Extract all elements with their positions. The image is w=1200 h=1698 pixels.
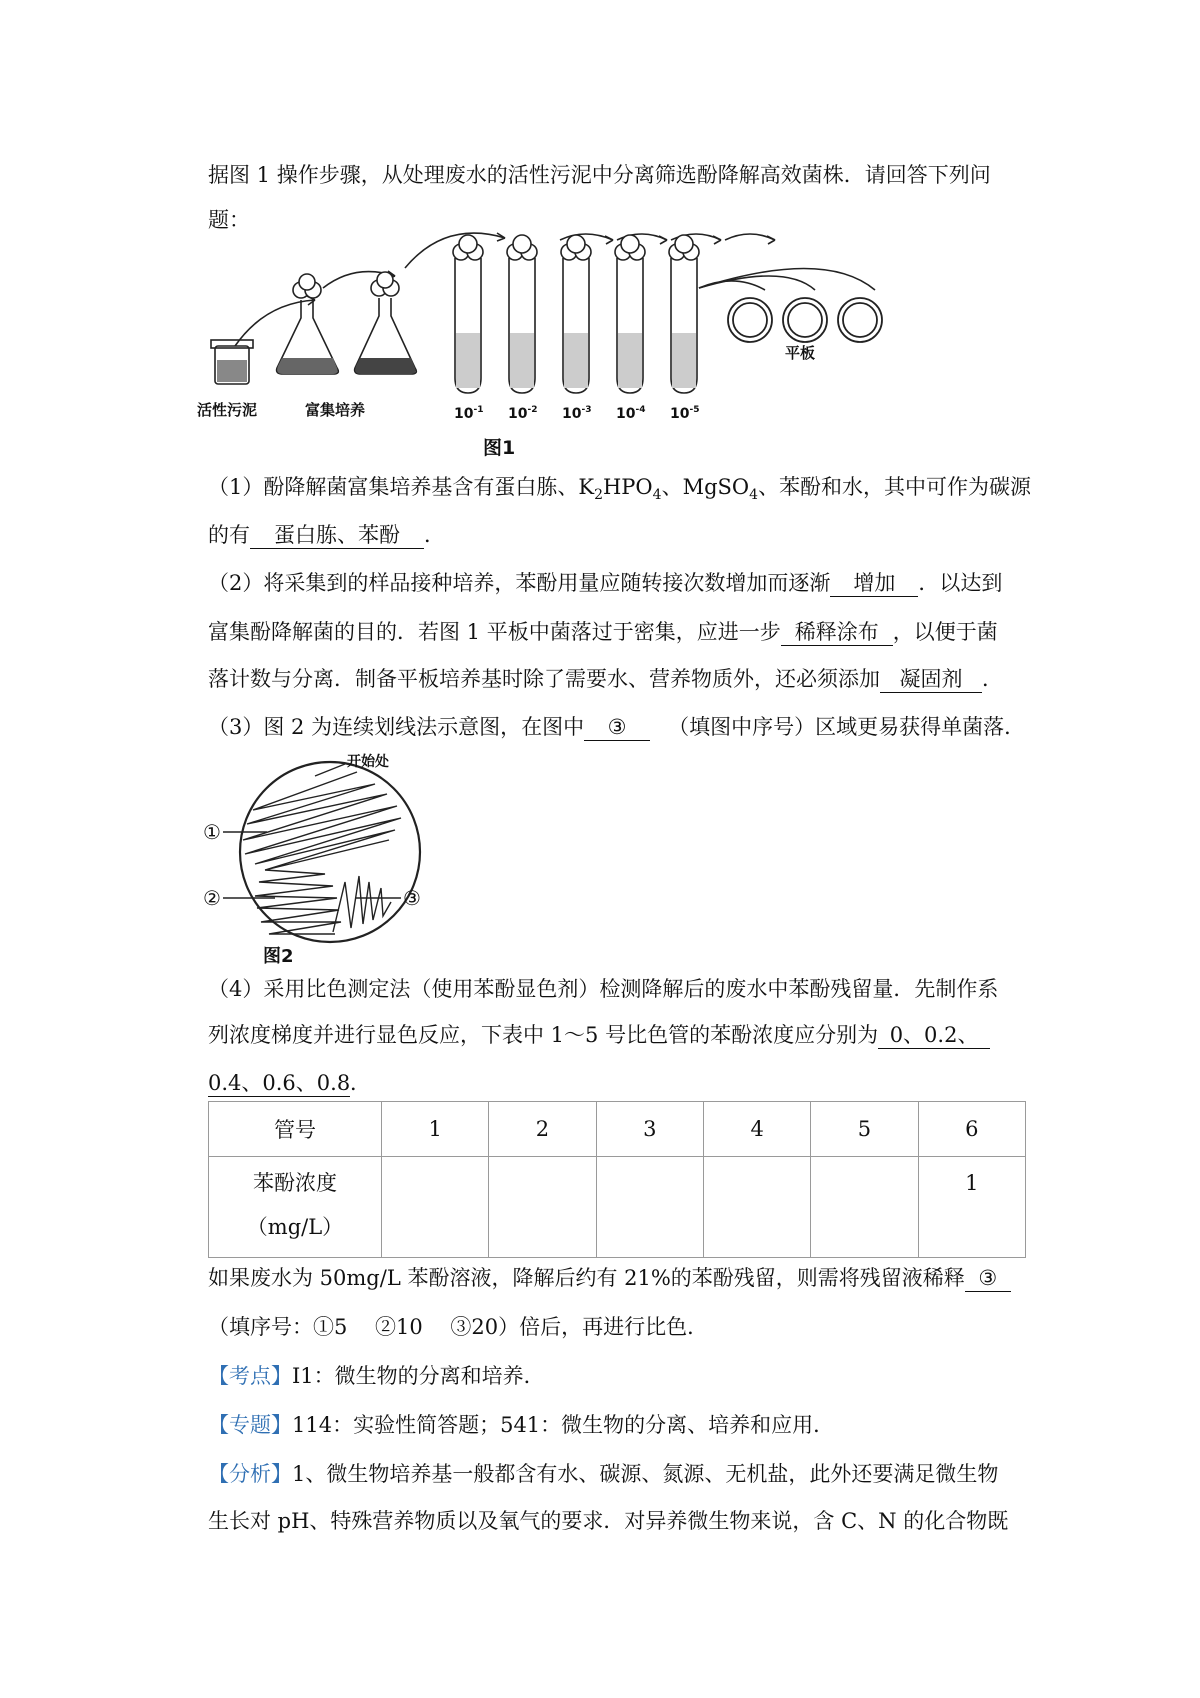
test-tube-5 [669, 235, 699, 393]
label-enrichment: 富集培养 [305, 401, 366, 419]
intro-line-1: 据图 1 操作步骤，从处理废水的活性污泥中分离筛选酚降解高效菌株．请回答下列问 [208, 163, 991, 187]
streak-region-3 [333, 876, 391, 932]
enrichment-flask-1 [277, 274, 339, 374]
marker-1: ① [203, 820, 221, 844]
concentration-table [208, 1101, 1026, 1258]
arrow-1 [235, 300, 315, 346]
test-tube-3 [561, 235, 591, 393]
q5-answer: ③ [965, 1265, 1011, 1292]
figure-2 [205, 752, 435, 967]
test-tube-1 [453, 235, 483, 393]
table-row [209, 1157, 1026, 1258]
petri-plate-1 [728, 298, 772, 342]
fenxi-tag: 【分析】 [208, 1462, 292, 1486]
q4-line-1: （4）采用比色测定法（使用苯酚显色剂）检测降解后的废水中苯酚残留量．先制作系 [208, 977, 999, 1001]
dilution-label-1: $10^{-1}$ [454, 405, 484, 422]
q5-line-1: 如果废水为 50mg/L 苯酚溶液，降解后约有 21%的苯酚残留，则需将残留液稀释 ③ [208, 1263, 1011, 1293]
marker-3: ③ [403, 886, 421, 910]
table-header-row [209, 1102, 1026, 1157]
concentration-cell [811, 1157, 918, 1258]
q2-answer-1: 增加 [830, 570, 918, 597]
figure-1 [197, 228, 965, 468]
streak-region-2 [255, 870, 341, 934]
fenxi-line-1: 【分析】1、微生物培养基一般都含有水、碳源、氮源、无机盐，此外还要满足微生物 [208, 1462, 999, 1486]
marker-2: ② [203, 886, 221, 910]
sludge-beaker [211, 340, 253, 384]
label-sludge: 活性污泥 [197, 401, 258, 419]
streak-plate [240, 762, 420, 942]
concentration-cell [489, 1157, 596, 1258]
table-head-label: 管号 [209, 1102, 382, 1157]
q1-answer: 蛋白胨、苯酚 [250, 522, 424, 549]
fenxi-line-2: 生长对 pH、特殊营养物质以及氧气的要求．对异养微生物来说，含 C、N 的化合物既 [208, 1509, 1009, 1533]
q3-line: （3）图 2 为连续划线法示意图，在图中 ③ （填图中序号）区域更易获得单菌落． [208, 715, 1026, 739]
zhuanti-line: 【专题】114：实验性简答题；541：微生物的分离、培养和应用． [208, 1413, 835, 1437]
q2-answer-2: 稀释涂布 [781, 619, 893, 646]
dilution-label-4: $10^{-4}$ [616, 405, 646, 422]
row-label: 苯酚浓度 （mg/L） [209, 1157, 382, 1258]
tube-number: 6 [918, 1102, 1025, 1157]
test-tube-2 [507, 235, 537, 393]
zhuanti-tag: 【专题】 [208, 1413, 292, 1437]
concentration-cell: 1 [918, 1157, 1025, 1258]
q3-answer: ③ [584, 714, 650, 741]
petri-plate-3 [838, 298, 882, 342]
petri-plate-2 [783, 298, 827, 342]
tube-number: 2 [489, 1102, 596, 1157]
figure-1-caption: 图1 [483, 437, 516, 459]
enrichment-flask-2 [355, 272, 417, 374]
tube-number: 3 [596, 1102, 703, 1157]
dilution-label-2: $10^{-2}$ [508, 405, 538, 422]
concentration-cell [703, 1157, 810, 1258]
q2-line-2: 富集酚降解菌的目的．若图 1 平板中菌落过于密集，应进一步 稀释涂布 ，以便于菌 [208, 620, 998, 644]
tube-number: 1 [382, 1102, 489, 1157]
label-plate: 平板 [785, 344, 816, 362]
q4-line-2: 列浓度梯度并进行显色反应，下表中 1～5 号比色管的苯酚浓度应分别为 0、0.2、 [208, 1020, 990, 1050]
dilution-label-5: $10^{-5}$ [670, 405, 700, 422]
tube-number: 5 [811, 1102, 918, 1157]
intro-line-2: 题： [208, 208, 250, 232]
dilution-label-3: $10^{-3}$ [562, 405, 592, 422]
q4-answer-part-2: 0.4、0.6、0.8 [208, 1071, 351, 1095]
kaodian-tag: 【考点】 [208, 1364, 292, 1388]
kaodian-line: 【考点】I1：微生物的分离和培养． [208, 1364, 545, 1388]
tube-number: 4 [703, 1102, 810, 1157]
q4-answer-part-1: 0、0.2、 [878, 1022, 990, 1049]
q5-line-2: （填序号：①5 ②10 ③20）倍后，再进行比色． [208, 1315, 709, 1339]
concentration-cell [382, 1157, 489, 1258]
q2-answer-3: 凝固剂 [880, 666, 982, 693]
q4-line-3: 0.4、0.6、0.8． [208, 1071, 371, 1095]
q1-line-1: （1）酚降解菌富集培养基含有蛋白胨、$K_2HPO_4$、MgSO$_4$、苯酚和水，其中可作为碳源 [208, 475, 1032, 504]
test-tube-4 [615, 235, 645, 393]
concentration-cell [596, 1157, 703, 1258]
q2-line-1: （2）将采集到的样品接种培养，苯酚用量应随转接次数增加而逐渐 增加 ．以达到 [208, 571, 1003, 595]
q2-line-3: 落计数与分离．制备平板培养基时除了需要水、营养物质外，还必须添加 凝固剂 ． [208, 667, 1003, 691]
q1-line-2: 的有 蛋白胨、苯酚 ． [208, 523, 445, 547]
figure-2-caption: 图2 [263, 946, 294, 967]
label-start: 开始处 [347, 754, 389, 770]
